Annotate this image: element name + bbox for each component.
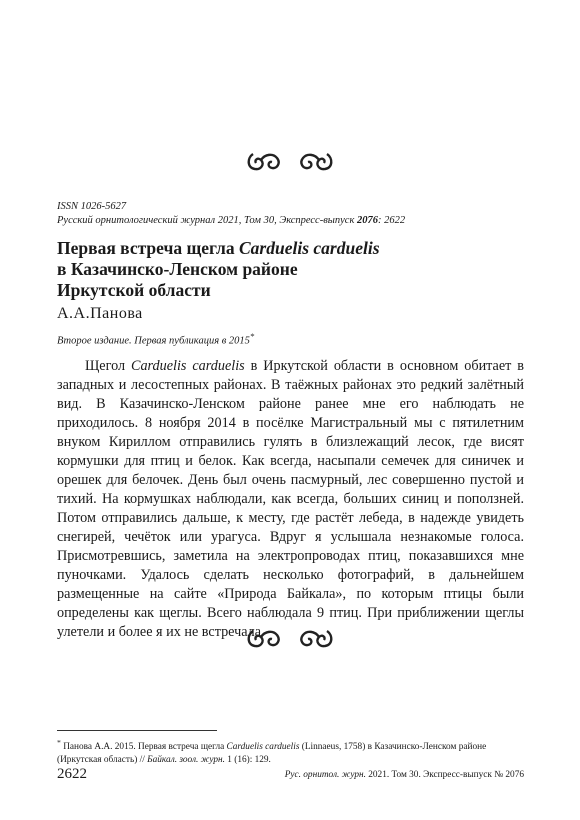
author: А.А.Панова [57, 305, 143, 322]
footnote-marker: * [249, 331, 255, 341]
body-species: Carduelis carduelis [131, 358, 245, 374]
ornament-top [0, 148, 580, 181]
page-number: 2622 [57, 766, 87, 782]
issn: ISSN 1026-5627 [57, 201, 127, 212]
article-title: Первая встреча щегла Carduelis carduelis в Казачинско-Ленском районе Иркутской области [57, 238, 380, 300]
fleuron-icon [245, 148, 335, 174]
article-body: Щегол Carduelis carduelis в Иркутской области в основном обитает в западных и лесостепных районах. В таёжных районах это редкий залётный вид. В Казачинско-Ленском районе ранее мне его наблюдать не приходилось. 8 ноября 2014 в посёлке Магистральный мы с пятилетним внуком Кириллом отправились гулять в близлежащий лесок, где висят кормушки для птиц и белок. Как всегда, насыпали семечек для синичек и орешек для белочек. День был очень пасмурный, лес совершенно пустой и тихий. На кормушках наблюдали, как всегда, больших синиц и поползней. Потом отправились дальше, к месту, где растёт лебеда, в надежде увидеть снегирей, чечёток или урагуса. Вдруг я услышала незнакомые голоса. Присмотревшись, заметила на электропроводах птиц, показавшихся мне пуночками. Удалось сделать несколько фотографий, в дальнейшем размещенные на сайте «Природа Байкала», по которым птицы были определены как щеглы. Всего наблюдала 9 птиц. При приближении щеглы улетели и более я их не встречала. [57, 358, 524, 640]
edition-note: Второе издание. Первая публикация в 2015* [57, 331, 255, 347]
title-species: Carduelis carduelis [239, 238, 380, 258]
footnote-rule [57, 730, 217, 731]
journal-citation: Русский орнитологический журнал 2021, Том 30, Экспресс-выпуск 2076: 2622 [57, 215, 406, 226]
issue-number: 2076 [357, 215, 378, 226]
ornament-bottom [0, 625, 580, 658]
running-footer: Рус. орнитол. журн. 2021. Том 30. Экспресс-выпуск № 2076 [284, 770, 524, 780]
footnote: * Панова А.А. 2015. Первая встреча щегла Carduelis carduelis (Linnaeus, 1758) в Казачинско-Ленском районе (Иркутская область) // Байкал. зоол. журн. 1 (16): 129. [57, 738, 487, 765]
fleuron-icon [245, 625, 335, 651]
